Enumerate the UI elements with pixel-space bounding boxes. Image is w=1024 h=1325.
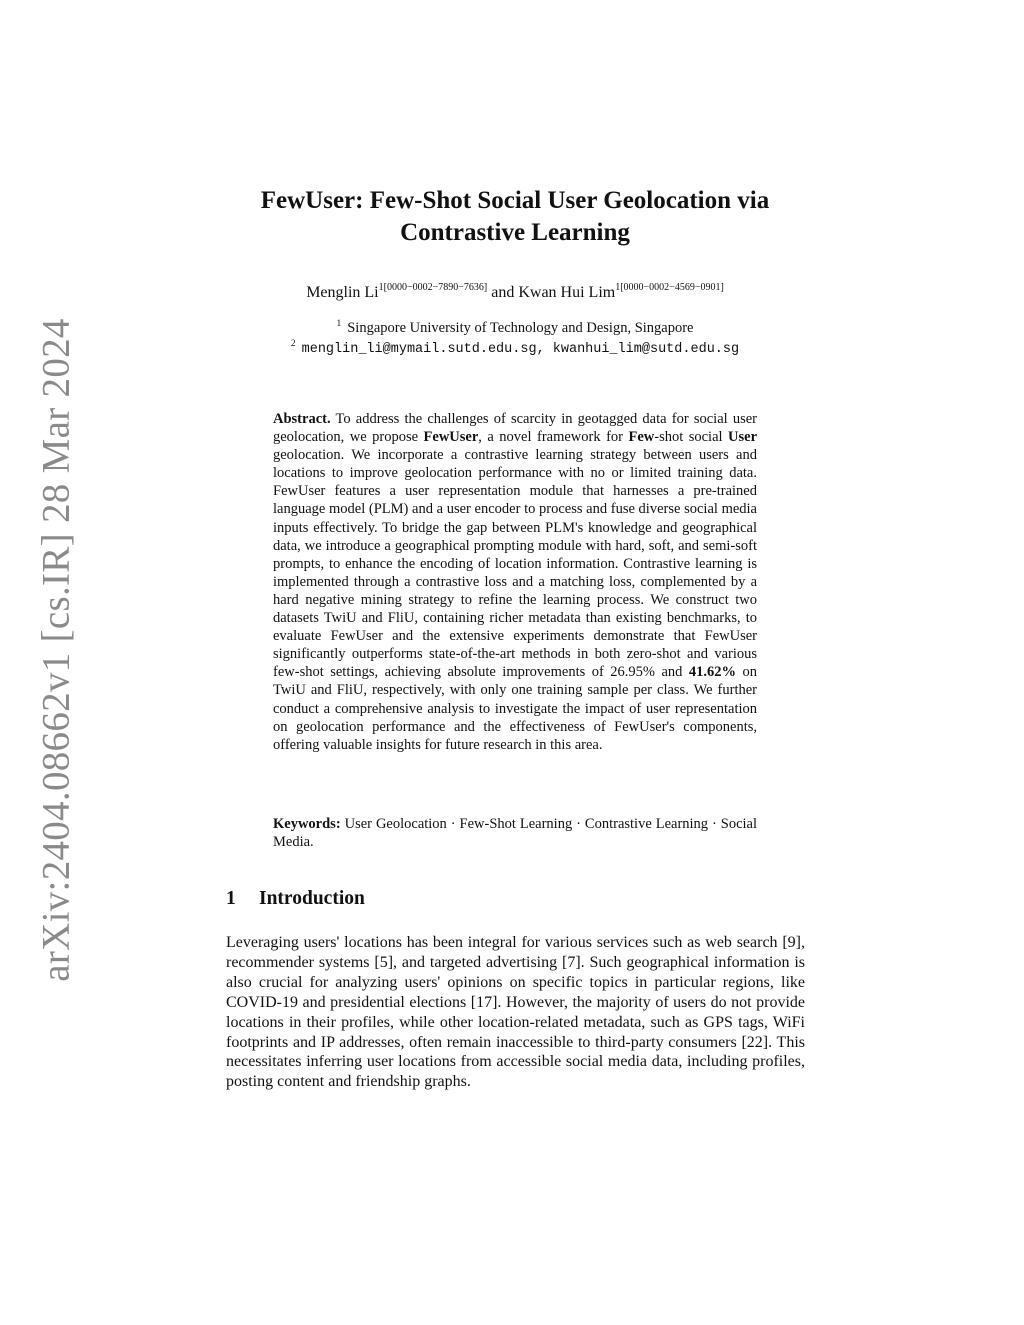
affiliations: [200, 318, 830, 360]
affiliation-2: [200, 338, 830, 360]
section-title: Introduction: [259, 888, 365, 909]
keywords-text: User Geolocation · Few-Shot Learning · Contrastive Learning · Social Media.: [273, 816, 758, 851]
author-2-name: Kwan Hui Lim: [518, 284, 616, 301]
abstract-text-4: geolocation. We incorporate a contrastive learning strategy between users and locations to improve geolocation performance with no or limited training data. FewUser features a user representation module that harnesses a pre-trained language model (PLM) and a user encoder to process and fuse diverse social media inputs effectively. To bridge the gap between PLM's knowledge and geographical data, we introduce a geographical prompting module with hard, soft, and semi-soft prompts, to enhance the encoding of location information. Contrastive learning is implemented through a contrastive loss and a matching loss, complemented by a hard negative mining strategy to refine the learning process. We construct two datasets TwiU and FliU, containing richer metadata than existing benchmarks, to evaluate FewUser and the extensive experiments demonstrate that FewUser significantly outperforms state-of-the-art methods in both zero-shot and various few-shot settings, achieving absolute improvements of 26.95% and: [273, 447, 757, 681]
abstract-bold-fewuser: FewUser: [423, 429, 479, 446]
abstract-text-2: , a novel framework for: [478, 429, 623, 446]
author-emails[interactable]: menglin_li@mymail.sutd.edu.sg, kwanhui_lim@sutd.edu.sg: [301, 342, 740, 357]
abstract-text-1: To address the challenges of scarcity in geotagged data for social user geolocation, we propose: [273, 411, 757, 446]
author-connector: and: [491, 284, 515, 301]
abstract-bold-user: User: [728, 429, 758, 446]
affiliation-1: [200, 318, 830, 338]
author-1-name: Menglin Li: [306, 284, 379, 301]
affiliation-2-mark: 2: [290, 339, 296, 349]
keywords-label: Keywords:: [273, 816, 341, 832]
abstract-text-3: -shot social: [654, 429, 723, 446]
keywords: [273, 815, 757, 851]
abstract-bold-few: Few: [628, 429, 655, 446]
affiliation-1-mark: 1: [336, 319, 342, 329]
section-heading-introduction: [226, 887, 365, 911]
introduction-paragraph: Leveraging users' locations has been integral for various services such as web search [9], recommender systems [5], and targeted advertising [7]. Such geographical information is also crucial for analyzing users' opinions on specific topics in particular regions, like COVID-19 and presidential elections [17]. However, the majority of users do not provide locations in their profiles, while other location-related metadata, such as GPS tags, WiFi footprints and IP addresses, often remain inaccessible to third-party consumers [22]. This necessitates inferring user locations from accessible social media data, including profiles, posting content and friendship graphs.: [226, 934, 805, 1091]
title-line-1: FewUser: Few-Shot Social User Geolocation via: [260, 187, 770, 214]
abstract-text-5: on TwiU and FliU, respectively, with only one training sample per class. We further conduct a comprehensive analysis to investigate the impact of user representation on geolocation performance and the effectiveness of FewUser's components, offering valuable insights for future research in this area.: [273, 664, 758, 753]
arxiv-identifier-stamp: arXiv:2404.08662v1 [cs.IR] 28 Mar 2024: [34, 318, 78, 982]
title-line-2: Contrastive Learning: [400, 219, 630, 246]
affiliation-1-text: Singapore University of Technology and Design, Singapore: [347, 320, 694, 336]
abstract: [273, 410, 757, 754]
author-1-affiliation-orcid: 1[0000−0002−7890−7636]: [378, 282, 488, 293]
author-list: [200, 283, 830, 303]
section-number: 1: [226, 888, 236, 909]
paper-title: [200, 185, 830, 249]
author-2-affiliation-orcid: 1[0000−0002−4569−0901]: [615, 282, 724, 293]
abstract-bold-value: 41.62%: [688, 664, 737, 681]
abstract-label: Abstract.: [273, 411, 331, 427]
